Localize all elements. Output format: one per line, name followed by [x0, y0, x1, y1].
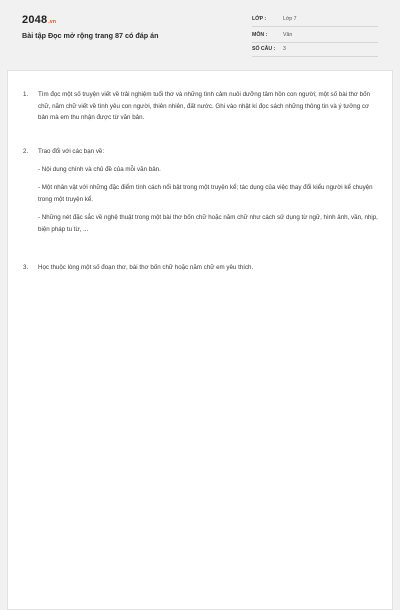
question-number: 1.	[23, 91, 29, 98]
meta-value: 3	[283, 46, 286, 52]
question-text: Tìm đọc một số truyện viết về trải nghiệm tuổi thơ và những tình cảm nuôi dưỡng tâm hồn con người; một số bài thơ bốn chữ, năm chữ viết về tình yêu con người, thiên nhiên, đất nước. Ghi vào nhật kí đọc sách những thông tin và ý tưởng cơ bản mà em thu nhận được từ văn bản.	[38, 91, 371, 121]
document-header	[0, 0, 400, 66]
site-logo[interactable]	[22, 14, 56, 28]
question-1	[23, 89, 380, 124]
meta-row-class	[252, 14, 378, 27]
list-item: - Nội dung chính và chủ đề của mỗi văn bản.	[38, 165, 161, 173]
meta-value: Lớp 7	[283, 16, 297, 22]
question-card	[7, 70, 393, 610]
question-3	[23, 262, 380, 274]
meta-row-question-count	[252, 44, 378, 57]
list-item: - Những nét đặc sắc về nghệ thuật trong một bài thơ bốn chữ hoặc năm chữ như cách sử dụng từ ngữ, hình ảnh, vần, nhịp, biện pháp tu từ, ...	[38, 214, 378, 233]
question-2	[23, 146, 380, 242]
meta-value: Văn	[283, 32, 293, 38]
logo-text: 2048	[22, 14, 48, 26]
question-text: Học thuộc lòng một số đoạn thơ, bài thơ bốn chữ hoặc năm chữ em yêu thích.	[38, 264, 254, 271]
meta-label: MÔN :	[252, 32, 268, 38]
question-number: 2.	[23, 148, 29, 155]
question-sub-items	[38, 164, 380, 236]
logo-domain: .vn	[48, 19, 57, 25]
page-title: Bài tập Đọc mở rộng trang 87 có đáp án	[22, 31, 159, 40]
meta-label: LỚP :	[252, 16, 267, 22]
question-text: Trao đổi với các bạn về:	[38, 148, 105, 155]
question-number: 3.	[23, 264, 29, 271]
meta-label: SỐ CÂU :	[252, 46, 276, 52]
meta-row-subject	[252, 30, 378, 43]
list-item: - Một nhân vật với những đặc điểm tính cách nổi bật trong một truyện kể; tác dụng của việc thay đổi kiểu người kể chuyện trong một truyện kể.	[38, 184, 373, 203]
